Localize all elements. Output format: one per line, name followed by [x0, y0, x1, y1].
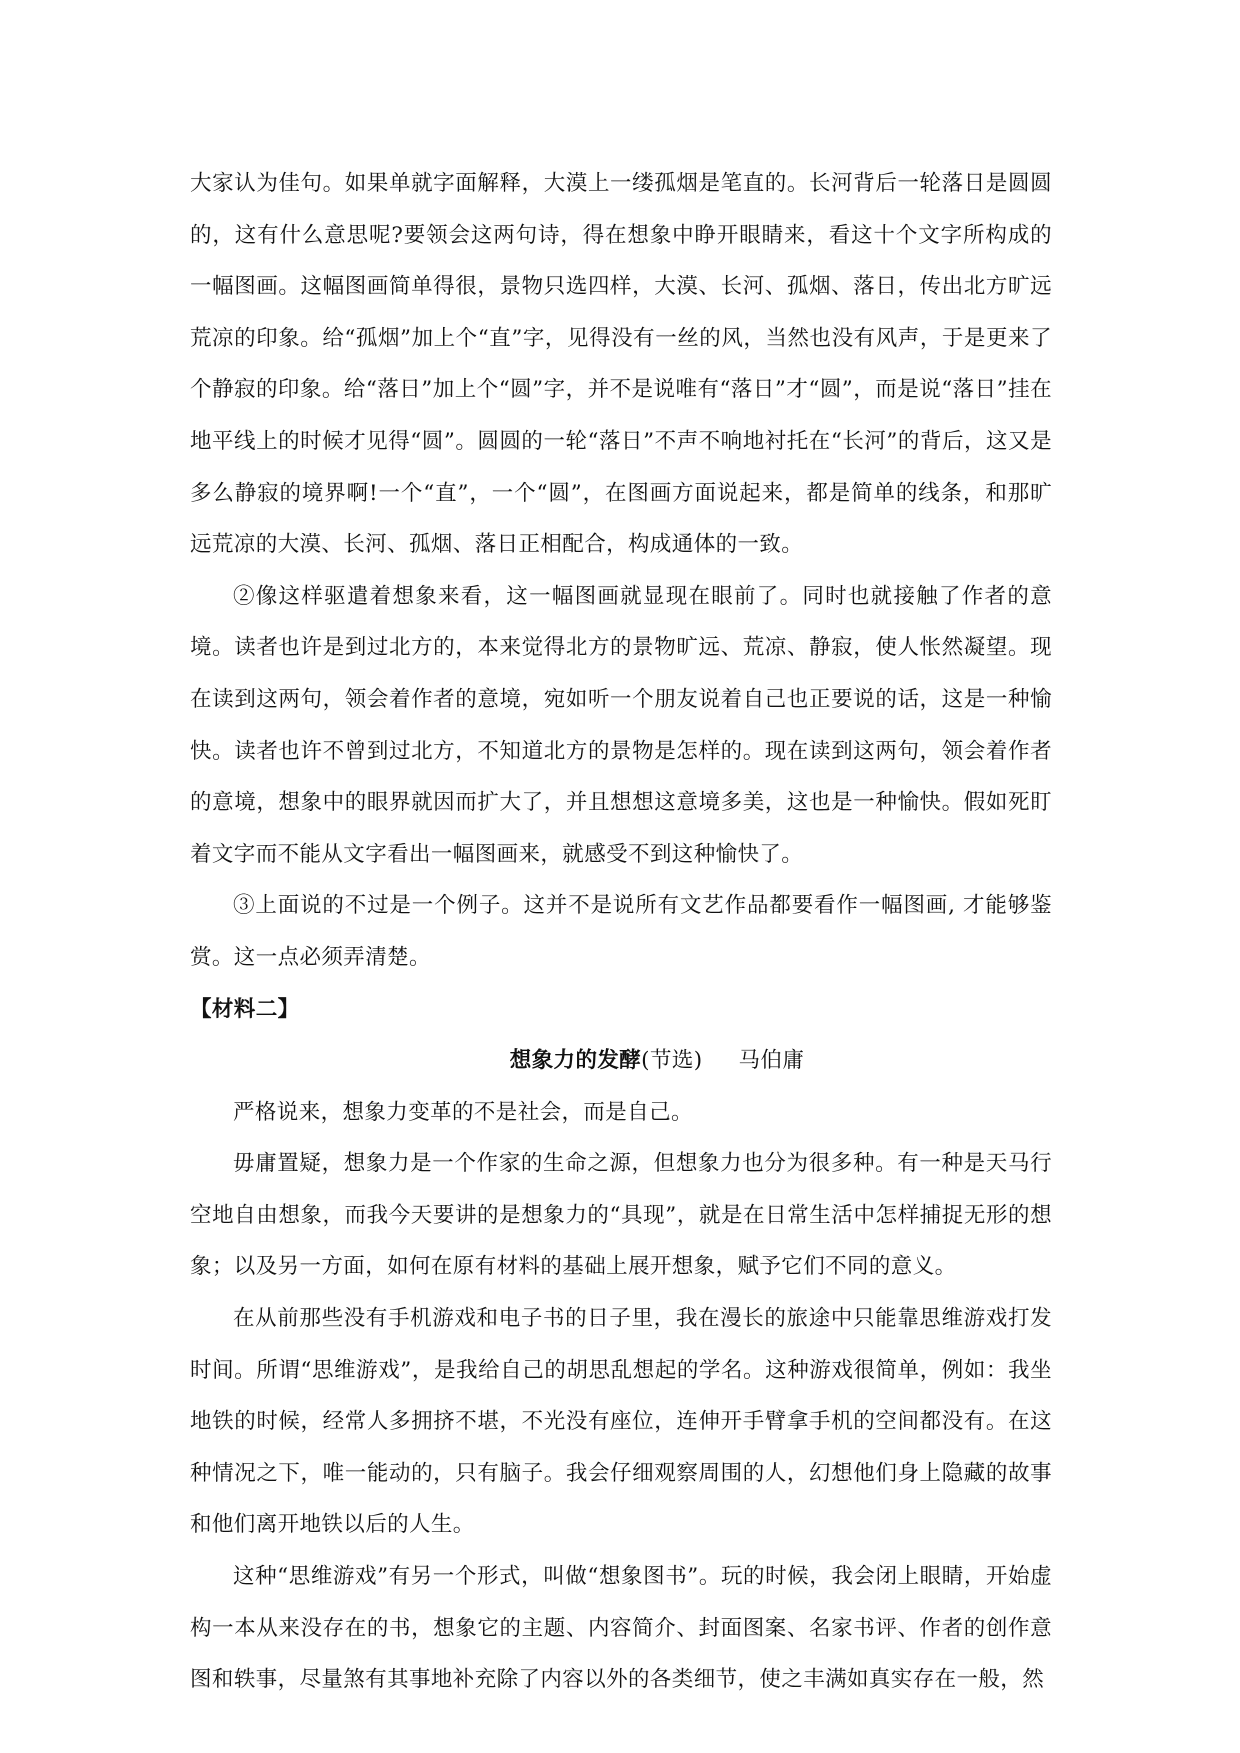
paragraph-material-two-3: 在从前那些没有手机游戏和电子书的日子里，我在漫长的旅途中只能靠思维游戏打发时间。所谓“思维游戏”，是我给自己的胡思乱想起的学名。这种游戏很简单，例如：我坐地铁的时候，经常人多拥挤不堪，不光没有座位，连伸开手臂拿手机的空间都没有。在这种情况之下，唯一能动的，只有脑子。我会仔细观察周围的人，幻想他们身上隐藏的故事和他们离开地铁以后的人生。 [190, 1306, 1052, 1538]
paragraph-material-two-2: 毋庸置疑，想象力是一个作家的生命之源，但想象力也分为很多种。有一种是天马行空地自由想象，而我今天要讲的是想象力的“具现”，就是在日常生活中怎样捕捉无形的想象；以及另一方面，如何在原有材料的基础上展开想象，赋予它们不同的意义。 [190, 1151, 1052, 1280]
paragraph-material-one-3: ③上面说的不过是一个例子。这并不是说所有文艺作品都要看作一幅图画, 才能够鉴赏。这一点必须弄清楚。 [190, 893, 1052, 970]
document-body [190, 158, 1052, 1706]
article-author: 马伯庸 [738, 1048, 805, 1074]
paragraph-material-one-1: 大家认为佳句。如果单就字面解释，大漠上一缕孤烟是笔直的。长河背后一轮落日是圆圆的，这有什么意思呢?要领会这两句诗，得在想象中睁开眼睛来，看这十个文字所构成的一幅图画。这幅图画简单得很，景物只选四样，大漠、长河、孤烟、落日，传出北方旷远荒凉的印象。给“孤烟”加上个“直”字，见得没有一丝的风，当然也没有风声，于是更来了个静寂的印象。给“落日”加上个“圆”字，并不是说唯有“落日”才“圆”，而是说“落日”挂在地平线上的时候才见得“圆”。圆圆的一轮“落日”不声不响地衬托在“长河”的背后，这又是多么静寂的境界啊!一个“直”，一个“圆”，在图画方面说起来，都是简单的线条，和那旷远荒凉的大漠、长河、孤烟、落日正相配合，构成通体的一致。 [190, 171, 1052, 558]
material-two-heading: 【材料二】 [190, 996, 300, 1022]
paragraph-material-two-4: 这种“思维游戏”有另一个形式，叫做“想象图书”。玩的时候，我会闭上眼睛，开始虚构一本从来没存在的书，想象它的主题、内容简介、封面图案、名家书评、作者的创作意图和轶事，尽量煞有其事地补充除了内容以外的各类细节，使之丰满如真实存在一般，然 [190, 1564, 1052, 1693]
article-title-line [190, 1035, 1052, 1087]
paragraph-material-one-2: ②像这样驱遣着想象来看，这一幅图画就显现在眼前了。同时也就接触了作者的意境。读者也许是到过北方的，本来觉得北方的景物旷远、荒凉、静寂，使人怅然凝望。现在读到这两句，领会着作者的意境，宛如听一个朋友说着自己也正要说的话，这是一种愉快。读者也许不曾到过北方，不知道北方的景物是怎样的。现在读到这两句，领会着作者的意境，想象中的眼界就因而扩大了，并且想想这意境多美，这也是一种愉快。假如死盯着文字而不能从文字看出一幅图画来，就感受不到这种愉快了。 [190, 583, 1052, 867]
article-title-note: (节选) [641, 1048, 703, 1074]
paragraph-material-two-1: 严格说来，想象力变革的不是社会，而是自己。 [233, 1099, 693, 1125]
article-title: 想象力的发酵 [509, 1048, 642, 1074]
